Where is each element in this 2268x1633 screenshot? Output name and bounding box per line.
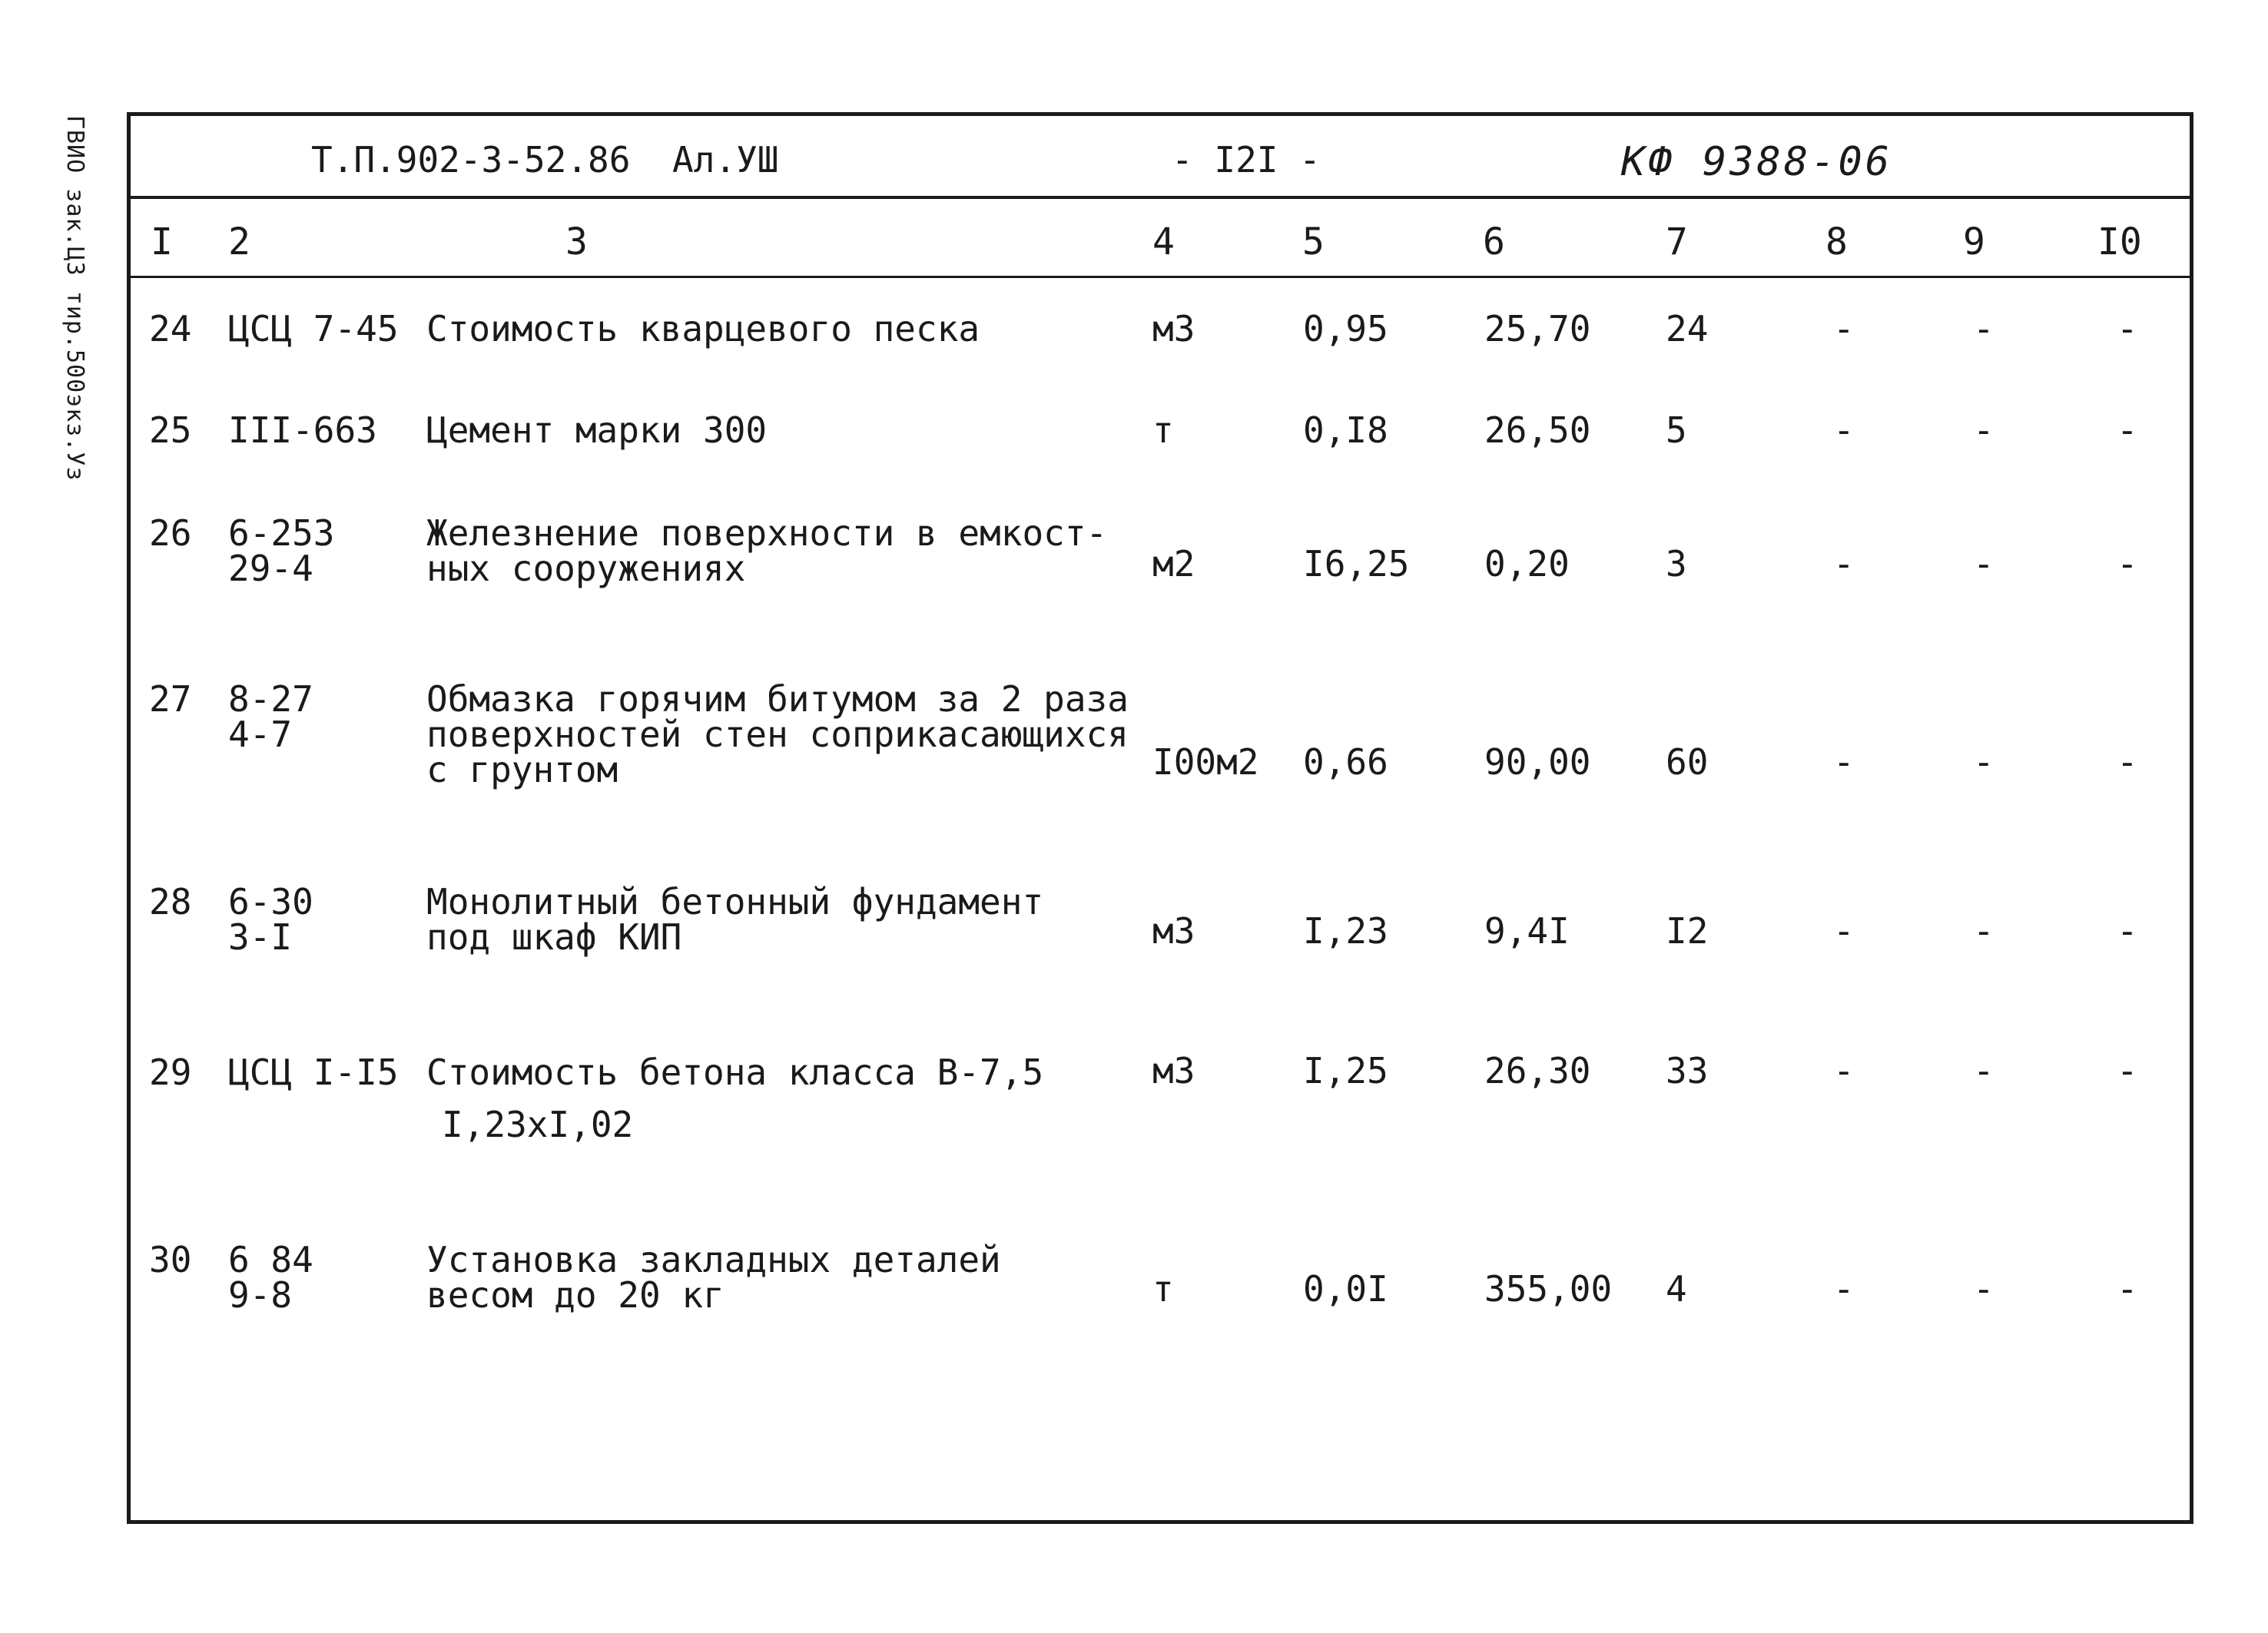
col-num-5: 5 <box>1302 220 1325 263</box>
row-col-8: - <box>1833 1050 1855 1091</box>
row-col-9: - <box>1973 741 1994 783</box>
row-col-9: - <box>1973 1268 1994 1310</box>
row-price: 25,70 <box>1484 308 1591 349</box>
row-unit: т <box>1152 409 1174 451</box>
row-col-9: - <box>1973 308 1994 349</box>
row-col-10: - <box>2117 1050 2138 1091</box>
document-code: КФ 9388-06 <box>1621 139 1893 185</box>
row-number: 29 <box>149 1052 192 1093</box>
row-quantity: 0,0I <box>1303 1268 1388 1310</box>
page-number: - I2I - <box>1172 139 1321 181</box>
col-num-7: 7 <box>1666 220 1688 263</box>
row-quantity: I,25 <box>1303 1050 1388 1091</box>
row-col-8: - <box>1833 409 1855 451</box>
row-number: 30 <box>149 1239 192 1280</box>
col-num-8: 8 <box>1825 220 1848 263</box>
row-code: 6-30 3-I <box>228 881 313 958</box>
row-quantity: 0,66 <box>1303 741 1388 783</box>
row-col-10: - <box>2117 1268 2138 1310</box>
row-unit: м2 <box>1152 543 1195 585</box>
col-num-4: 4 <box>1152 220 1175 263</box>
row-code: III-663 <box>228 409 377 451</box>
col-num-6: 6 <box>1483 220 1505 263</box>
col-num-2: 2 <box>228 220 250 263</box>
column-divider <box>131 276 2190 278</box>
row-unit: I00м2 <box>1152 741 1259 783</box>
row-col-10: - <box>2117 409 2138 451</box>
row-total: 4 <box>1666 1268 1687 1310</box>
row-total: 60 <box>1666 741 1709 783</box>
project-number: Т.П.902-3-52.86 <box>311 139 631 181</box>
row-unit: м3 <box>1152 910 1195 952</box>
row-col-10: - <box>2117 543 2138 585</box>
row-description: Обмазка горячим битумом за 2 раза поверхностей стен соприкасающихся с грунтом <box>426 678 1129 790</box>
row-unit: м3 <box>1152 308 1195 349</box>
row-total: 24 <box>1666 308 1709 349</box>
row-col-10: - <box>2117 741 2138 783</box>
row-unit: т <box>1152 1268 1174 1310</box>
col-num-3: 3 <box>565 220 588 263</box>
row-col-9: - <box>1973 409 1994 451</box>
row-quantity: 0,I8 <box>1303 409 1388 451</box>
col-num-9: 9 <box>1963 220 1985 263</box>
document-frame <box>127 112 2193 1524</box>
row-col-9: - <box>1973 1050 1994 1091</box>
row-quantity: 0,95 <box>1303 308 1388 349</box>
row-col-8: - <box>1833 910 1855 952</box>
row-col-8: - <box>1833 741 1855 783</box>
row-col-10: - <box>2117 910 2138 952</box>
col-num-10: I0 <box>2097 220 2142 263</box>
row-col-8: - <box>1833 1268 1855 1310</box>
row-quantity: I,23 <box>1303 910 1388 952</box>
header-divider <box>131 196 2190 199</box>
row-number: 24 <box>149 308 192 349</box>
row-price: 9,4I <box>1484 910 1570 952</box>
album-number: Ал.УШ <box>672 139 779 181</box>
row-number: 28 <box>149 881 192 922</box>
row-quantity: I6,25 <box>1303 543 1410 585</box>
row-description: Железнение поверхности в емкост- ных сооружениях <box>426 512 1108 589</box>
row-code: ЦСЦ I-I5 <box>228 1052 399 1093</box>
row-col-8: - <box>1833 308 1855 349</box>
row-price: 90,00 <box>1484 741 1591 783</box>
row-description: Стоимость бетона класса В-7,5 <box>426 1052 1044 1093</box>
row-description: Цемент марки 300 <box>426 409 768 451</box>
row-total: 33 <box>1666 1050 1709 1091</box>
row-unit: м3 <box>1152 1050 1195 1091</box>
row-price: 26,50 <box>1484 409 1591 451</box>
row-price: 0,20 <box>1484 543 1570 585</box>
row-code: 6 84 9-8 <box>228 1239 313 1316</box>
row-description: Установка закладных деталей весом до 20 кг <box>426 1239 1001 1316</box>
row-total: 5 <box>1666 409 1687 451</box>
row-code: 8-27 4-7 <box>228 678 313 755</box>
row-price: 26,30 <box>1484 1050 1591 1091</box>
row-number: 25 <box>149 409 192 451</box>
row-code: 6-253 29-4 <box>228 512 335 589</box>
row-col-8: - <box>1833 543 1855 585</box>
row-description: Стоимость кварцевого песка <box>426 308 980 349</box>
row-col-10: - <box>2117 308 2138 349</box>
row-total: I2 <box>1666 910 1709 952</box>
row-total: 3 <box>1666 543 1687 585</box>
row-number: 27 <box>149 678 192 720</box>
row-col-9: - <box>1973 910 1994 952</box>
col-num-1: I <box>151 220 173 263</box>
row-calculation: I,23хI,02 <box>442 1104 634 1145</box>
row-col-9: - <box>1973 543 1994 585</box>
row-number: 26 <box>149 512 192 554</box>
side-stamp-text: ГВИО зак.Ц3 тир.500экз.Уз <box>61 115 88 482</box>
row-price: 355,00 <box>1484 1268 1613 1310</box>
row-description: Монолитный бетонный фундамент под шкаф КИП <box>426 881 1044 958</box>
row-code: ЦСЦ 7-45 <box>228 308 399 349</box>
side-stamp <box>46 115 131 499</box>
